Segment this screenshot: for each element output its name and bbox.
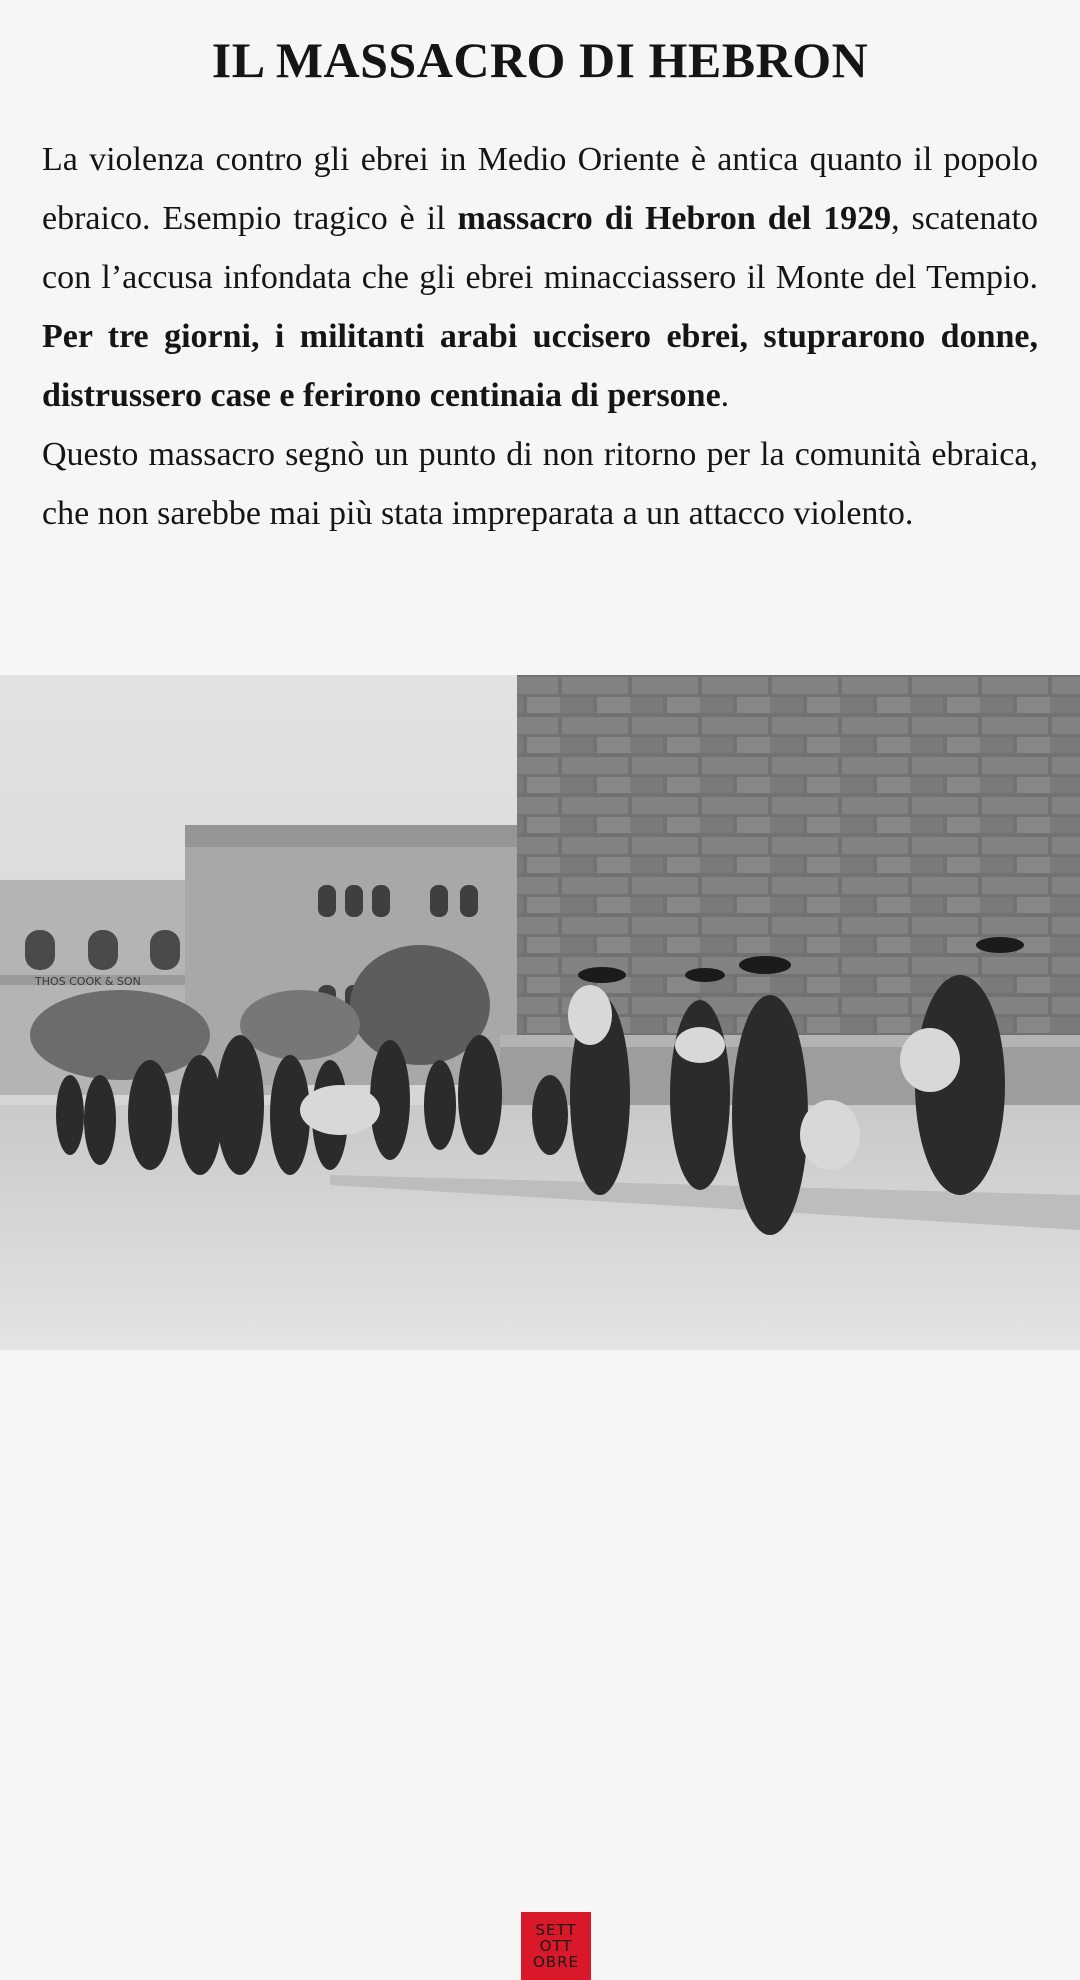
- historical-photo: [0, 675, 1080, 1971]
- paragraph-1-bold-a: massacro di Hebron del 1929: [457, 200, 892, 237]
- logo-line-3: OBRE: [533, 1953, 579, 1971]
- paragraph-1-text-c: .: [720, 377, 730, 414]
- paragraph-1-bold-b: Per tre giorni, i militanti arabi uccisero ebrei, stuprarono donne, distrussero case e ferirono centinaia di persone: [42, 318, 1038, 414]
- settottobre-logo: [521, 1912, 591, 1980]
- article-body: [42, 130, 1038, 543]
- paragraph-1: [42, 130, 1038, 425]
- shop-sign: THOS COOK & SON: [35, 975, 141, 988]
- logo-line-1: SETT: [535, 1921, 577, 1939]
- logo-line-2: OTT: [539, 1937, 573, 1955]
- page-title: IL MASSACRO DI HEBRON: [211, 32, 869, 88]
- paragraph-1-text-a: La violenza contro gli ebrei in Medio Oriente è antica quanto il popolo ebraico. Esempio tragico è il: [42, 141, 1038, 237]
- paragraph-1-text-b: , scatenato con l’accusa infondata che gli ebrei minacciassero il Monte del Tempio.: [42, 200, 1038, 296]
- paragraph-2: Questo massacro segnò un punto di non ritorno per la comunità ebraica, che non sarebbe mai più stata impreparata a un attacco violento.: [42, 436, 1038, 532]
